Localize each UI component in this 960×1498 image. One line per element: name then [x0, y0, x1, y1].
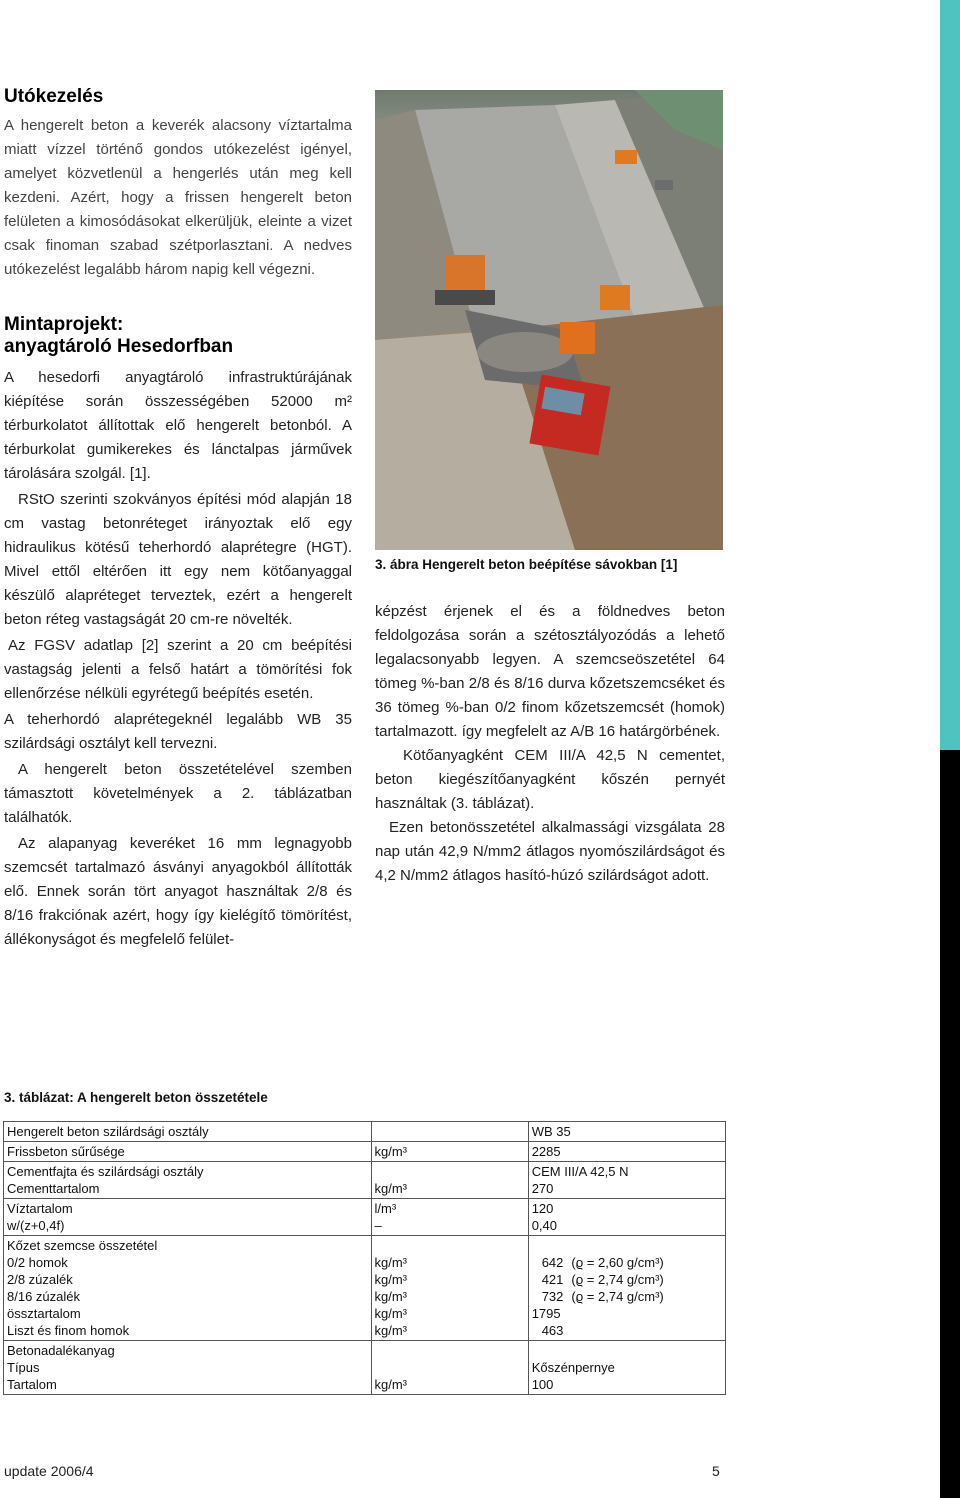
- cell-line: 270: [531, 1181, 554, 1196]
- value: 732: [541, 1289, 564, 1304]
- cell-line: 0/2 homok: [7, 1255, 68, 1270]
- density-note: (ϱ = 2,74 g/cm³): [571, 1272, 664, 1287]
- cell-line: 0,40: [531, 1218, 558, 1233]
- table-cell: Frissbeton sűrűsége: [4, 1142, 372, 1162]
- value: 463: [541, 1323, 564, 1338]
- cell-line: kg/m³: [374, 1323, 407, 1338]
- table-cell: [4, 1341, 372, 1395]
- paragraph: Az alapanyag keveréket 16 mm legnagyobb szemcsét tartalmazó ásványi anyagokból állították elő. Ennek során tört anyagot használtak 2/8 és 8/16 frakciónak azért, hogy így kielégítő tömörítést, állékonyságot és megfelelő felület-: [4, 835, 352, 948]
- page-number: 5: [712, 1463, 720, 1479]
- value: 421: [541, 1272, 564, 1287]
- black-bar: [940, 750, 960, 1498]
- cell-line: [532, 1271, 722, 1288]
- title-line-2: anyagtároló Hesedorfban: [4, 336, 234, 357]
- table-cell: [528, 1162, 725, 1199]
- composition-table: [3, 1121, 726, 1395]
- cell-line: Liszt és finom homok: [7, 1323, 130, 1338]
- figure-caption: 3. ábra Hengerelt beton beépítése sávokban [1]: [375, 557, 678, 572]
- cell-line: w/(z+0,4f): [7, 1218, 65, 1233]
- right-column: [375, 600, 725, 888]
- cell-line: össztartalom: [7, 1306, 81, 1321]
- density-note: (ϱ = 2,60 g/cm³): [571, 1255, 664, 1270]
- cell-line: Cementfajta és szilárdsági osztály: [7, 1164, 204, 1179]
- cell-line: 120: [531, 1201, 554, 1216]
- table-row: [4, 1122, 726, 1142]
- table-cell: 2285: [528, 1142, 725, 1162]
- table-cell: Hengerelt beton szilárdsági osztály: [4, 1122, 372, 1142]
- cell-line: kg/m³: [374, 1306, 407, 1321]
- cell-line: [532, 1322, 722, 1339]
- section-title-utokezeles: Utókezelés: [4, 86, 104, 107]
- cell-line: kg/m³: [374, 1289, 407, 1304]
- paragraph: A teherhordó alaprétegeknél legalább WB 35 szilárdsági osztályt kell tervezni.: [4, 711, 352, 752]
- cell-line: Betonadalékanyag: [7, 1343, 115, 1358]
- value: 642: [541, 1255, 564, 1270]
- cell-line: Típus: [7, 1360, 40, 1375]
- paragraph: Kötőanyagként CEM III/A 42,5 N cementet, beton kiegészítőanyagként kőszén pernyét használtak (3. táblázat).: [375, 747, 725, 812]
- table-cell: [528, 1236, 725, 1341]
- table-cell: WB 35: [528, 1122, 725, 1142]
- table-cell: [371, 1236, 528, 1341]
- table-cell: [528, 1341, 725, 1395]
- cell-line: kg/m³: [374, 1255, 407, 1270]
- cell-line: 100: [531, 1377, 554, 1392]
- table-cell: [371, 1341, 528, 1395]
- table-cell: [4, 1199, 372, 1236]
- cell-line: Víztartalom: [7, 1201, 73, 1216]
- table-cell: [4, 1236, 372, 1341]
- section-body-utokezeles: A hengerelt beton a keverék alacsony víztartalma miatt vízzel történő gondos utókezelést igényel, amelyet közvetlenül a hengerlés után meg kell kezdeni. Azért, hogy a frissen hengerelt beton felületen a kimosódásokat elkerüljük, eleinte a vizet csak finoman szabad szétporlasztani. A nedves utókezelést legalább három napig kell végezni.: [4, 117, 352, 278]
- cell-line: CEM III/A 42,5 N: [531, 1164, 629, 1179]
- table-row: [4, 1199, 726, 1236]
- table-cell: [371, 1199, 528, 1236]
- cell-line: [532, 1254, 722, 1271]
- cell-line: l/m³: [374, 1201, 397, 1216]
- cell-line: Cementtartalom: [7, 1181, 100, 1196]
- value: 1795: [531, 1306, 561, 1321]
- cell-line: [532, 1288, 722, 1305]
- table-cell: kg/m³: [371, 1142, 528, 1162]
- paragraph: képzést érjenek el és a földnedves beton feldolgozása során a szétosztályozódás a lehető legalacsonyabb legyen. A szemcseöszetétel 64 tömeg %-ban 2/8 és 8/16 durva kőzetszemcséket és 36 tömeg %-ban 0/2 finom kőzetszemcsét (homok) tartalmazott. így megfelelt az A/B 16 határgörbének.: [375, 603, 725, 740]
- table-row: [4, 1341, 726, 1395]
- paragraph: A hengerelt beton összetételével szemben támasztott követelmények a 2. táblázatban találhatók.: [4, 761, 352, 826]
- section-title-mintaprojekt: [4, 314, 352, 358]
- cell-line: kg/m³: [374, 1272, 407, 1287]
- accent-bar: [940, 0, 960, 750]
- table-row: [4, 1236, 726, 1341]
- cell-line: kg/m³: [374, 1377, 407, 1392]
- title-line-1: Mintaprojekt:: [4, 314, 124, 335]
- table-row: [4, 1142, 726, 1162]
- paragraph: Az FGSV adatlap [2] szerint a 20 cm beépítési vastagság jelenti a felső határt a tömörítési fok ellenőrzése nélküli egyrétegű beépítés esetén.: [4, 637, 352, 702]
- cell-line: kg/m³: [374, 1181, 407, 1196]
- density-note: (ϱ = 2,74 g/cm³): [571, 1289, 664, 1304]
- table-cell: [528, 1199, 725, 1236]
- cell-line: –: [374, 1218, 382, 1233]
- cell-line: Tartalom: [7, 1377, 57, 1392]
- table-cell: [371, 1162, 528, 1199]
- paragraph: A hesedorfi anyagtároló infrastruktúrájának kiépítése során összességében 52000 m² térburkolatot állítottak elő hengerelt betonból. A térburkolat gumikerekes és lánctalpas járművek tárolására szolgál. [1].: [4, 369, 352, 482]
- paragraph: Ezen betonösszetétel alkalmassági vizsgálata 28 nap után 42,9 N/mm2 átlagos nyomószilárdságot és 4,2 N/mm2 átlagos hasító-húzó szilárdságot adott.: [375, 819, 725, 884]
- cell-line: Kőzet szemcse összetétel: [7, 1238, 158, 1253]
- table-title: 3. táblázat: A hengerelt beton összetétele: [4, 1090, 268, 1105]
- table-cell: [4, 1162, 372, 1199]
- footer-issue: update 2006/4: [4, 1463, 94, 1479]
- paragraph: RStO szerinti szokványos építési mód alapján 18 cm vastag betonréteget irányoztak elő egy hidraulikus kötésű teherhordó alaprétegre (HGT). Mivel ettől eltérően itt egy nem kötőanyaggal készülő alapréteget terveztek, ezért a hengerelt beton réteg vastagságát 20 cm-re növelték.: [4, 491, 352, 628]
- construction-photo: [375, 90, 723, 550]
- table-row: [4, 1162, 726, 1199]
- cell-line: 2/8 zúzalék: [7, 1272, 73, 1287]
- table-cell: [371, 1122, 528, 1142]
- cell-line: 8/16 zúzalék: [7, 1289, 80, 1304]
- left-column: [4, 86, 352, 952]
- cell-line: Kőszénpernye: [531, 1360, 615, 1375]
- cell-line: [532, 1305, 722, 1322]
